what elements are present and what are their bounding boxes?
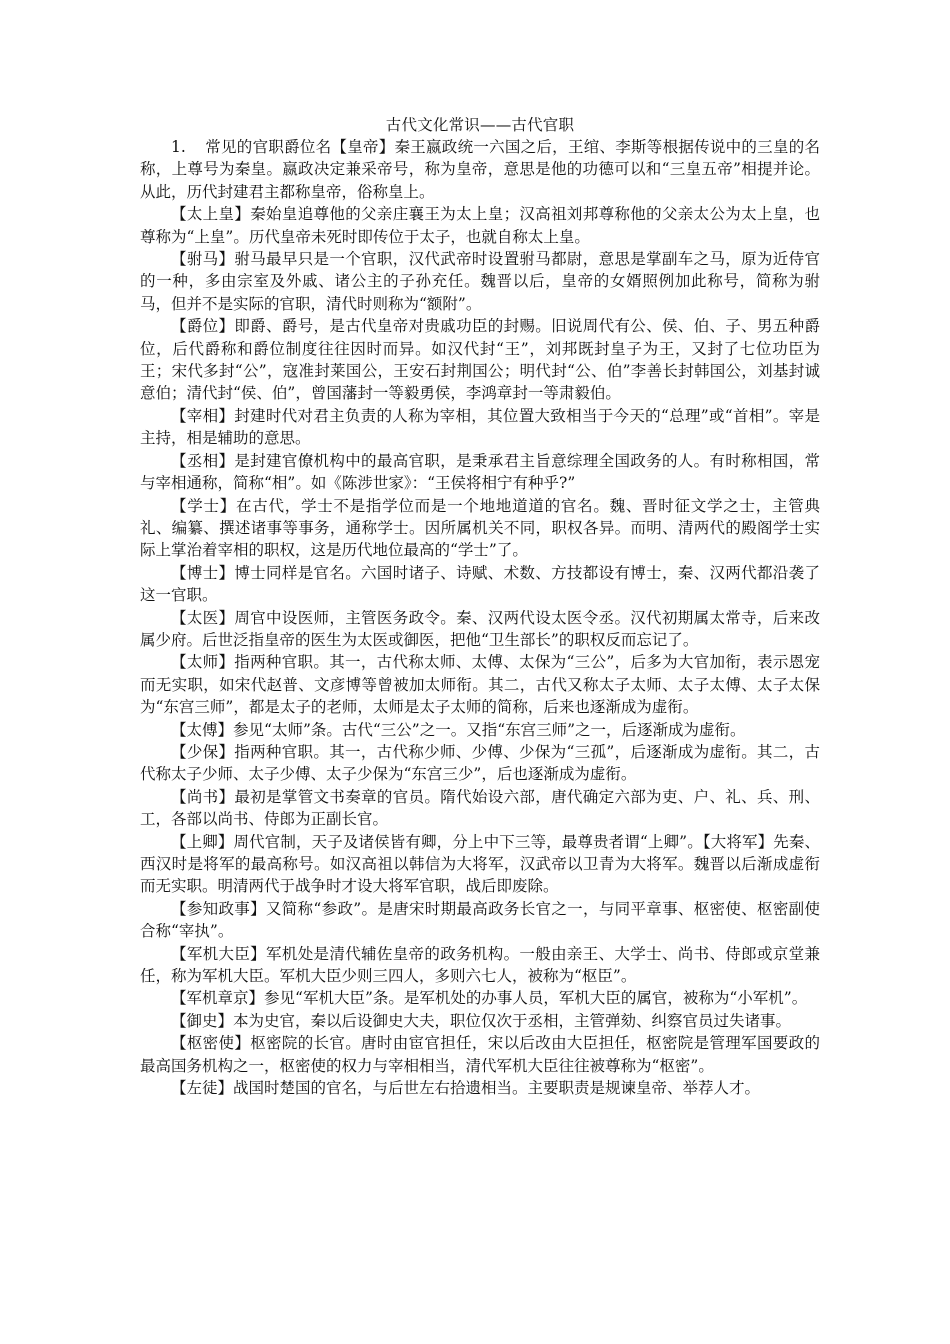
entry-term: 【太傅】 (171, 720, 234, 739)
entry-term: 【太医】 (171, 608, 235, 627)
entry-text: 博士同样是官名。六国时诸子、诗赋、术数、方技都设有博士，秦、汉两代都沿袭了这一官职。 (140, 563, 820, 605)
paragraph (140, 1010, 820, 1032)
entry-term: 【尚书】 (171, 787, 235, 806)
paragraph (140, 943, 820, 988)
paragraph (140, 203, 820, 248)
entry-term: 【爵位】 (171, 317, 235, 336)
paragraph (140, 719, 820, 741)
entry-term: 【博士】 (171, 563, 235, 582)
entry-text: 是封建官僚机构中的最高官职，是秉承君主旨意综理全国政务的人。有时称相国，常与宰相通称，简称“相”。如《陈涉世家》：“王侯将相宁有种乎?” (140, 451, 820, 493)
paragraph (140, 248, 820, 315)
entry-text: 又简称“参政”。是唐宋时期最高政务长官之一，与同平章事、枢密使、枢密副使合称“宰执”。 (140, 899, 820, 941)
entry-text: 指两种官职。其一，古代称太师、太傅、太保为“三公”，后多为大官加衔，表示恩宠而无实职，如宋代赵普、文彦博等曾被加太师衔。其二，古代又称太子太师、太子太傅、太子太保为“东宫三师”，都是太子的老师，太师是太子太师的简称，后来也逐渐成为虚衔。 (140, 653, 820, 717)
entry-text: 周代官制，天子及诸侯皆有卿，分上中下三等，最尊贵者谓“上卿”。【大将军】先秦、西汉时是将军的最高称号。如汉高祖以韩信为大将军，汉武帝以卫青为大将军。魏晋以后渐成虚衔而无实职。明清两代于战争时才设大将军官职，战后即废除。 (140, 832, 820, 896)
entry-term: 【少保】 (171, 742, 235, 761)
paragraph (140, 315, 820, 405)
paragraph (140, 562, 820, 607)
entry-term: 【太上皇】 (171, 205, 251, 224)
document-body (140, 136, 820, 1099)
entry-text: 驸马最早只是一个官职，汉代武帝时设置驸马都尉，意思是掌副车之马，原为近侍官的一种，多由宗室及外戚、诸公主的子孙充任。魏晋以后，皇帝的女婿照例加此称号，简称为驸马，但并不是实际的官职，清代时则称为“额附”。 (140, 250, 820, 313)
entry-text: 战国时楚国的官名，与后世左右拾遗相当。主要职责是规谏皇帝、举荐人才。 (233, 1079, 761, 1098)
entry-text: 最初是掌管文书奏章的官员。隋代始设六部，唐代确定六部为吏、户、礼、兵、刑、工，各部以尚书、侍郎为正副长官。 (140, 787, 820, 829)
entry-term: 【宰相】 (171, 406, 235, 425)
entry-text: 指两种官职。其一，古代称少师、少傅、少保为“三孤”，后逐渐成为虚衔。其二，古代称太子少师、太子少傅、太子少保为“东宫三少”，后也逐渐成为虚衔。 (140, 742, 820, 784)
entry-term: 【左徒】 (171, 1079, 234, 1098)
entry-term: 【参知政事】 (171, 899, 266, 918)
paragraph (140, 450, 820, 495)
entry-term: 【驸马】 (171, 250, 235, 269)
paragraph (140, 786, 820, 831)
entry-term: 【太师】 (171, 653, 235, 672)
paragraph (140, 607, 820, 652)
paragraph (140, 495, 820, 562)
section-number: 1. (171, 138, 186, 156)
entry-term: 【枢密使】 (171, 1034, 251, 1053)
entry-text: 封建时代对君主负责的人称为宰相，其位置大致相当于今天的“总理”或“首相”。宰是主持，相是辅助的意思。 (140, 406, 820, 448)
entry-term: 【丞相】 (171, 451, 235, 470)
entry-text: 即爵、爵号，是古代皇帝对贵戚功臣的封赐。旧说周代有公、侯、伯、子、男五种爵位，后代爵称和爵位制度往往因时而异。如汉代封“王”，刘邦既封皇子为王，又封了七位功臣为王；宋代多封“公”，寇准封莱国公，王安石封荆国公；明代封“公、伯”李善长封韩国公，刘基封诚意伯；清代封“侯、伯”，曾国藩封一等毅勇侯，李鸿章封一等肃毅伯。 (140, 317, 820, 403)
entry-term: 【军机大臣】 (171, 944, 267, 963)
document-title: 古代文化常识——古代官职 (385, 116, 575, 134)
paragraph (140, 405, 820, 450)
paragraph (140, 651, 820, 718)
paragraph (140, 831, 820, 898)
paragraph (140, 1077, 820, 1099)
entry-text: 秦始皇追尊他的父亲庄襄王为太上皇；汉高祖刘邦尊称他的父亲太公为太上皇，也尊称为“上皇”。历代皇帝未死时即传位于太子，也就自称太上皇。 (140, 205, 820, 246)
entry-term: 【学士】 (171, 496, 236, 515)
paragraph (140, 987, 820, 1009)
entry-term: 【上卿】 (171, 832, 234, 851)
entry-text: 常见的官职爵位名【皇帝】秦王嬴政统一六国之后，王绾、李斯等根据传说中的三皇的名称，上尊号为秦皇。嬴政决定兼采帝号，称为皇帝，意思是他的功德可以和“三皇五帝”相提并论。从此，历代封建君主都称皇帝，俗称皇上。 (140, 138, 820, 201)
entry-text: 参见“军机大臣”条。是军机处的办事人员，军机大臣的属官，被称为“小军机”。 (264, 989, 808, 1008)
entry-term: 【军机章京】 (171, 989, 265, 1008)
document-page (140, 114, 820, 1099)
paragraph (140, 136, 820, 203)
paragraph (140, 1032, 820, 1077)
entry-text: 本为史官，秦以后设御史大夫，职位仅次于丞相，主管弹劾、纠察官员过失诸事。 (233, 1011, 792, 1030)
entry-term: 【御史】 (171, 1011, 234, 1030)
entry-text: 周官中设医师，主管医务政令。秦、汉两代设太医令丞。汉代初期属太常寺，后来改属少府。后世泛指皇帝的医生为太医或御医，把他“卫生部长”的职权反而忘记了。 (140, 608, 820, 649)
entry-text: 枢密院的长官。唐时由宦官担任，宋以后改由大臣担任，枢密院是管理军国要政的最高国务机构之一，枢密使的权力与宰相相当，清代军机大臣往往被尊称为“枢密”。 (140, 1034, 820, 1075)
entry-text: 在古代，学士不是指学位而是一个地地道道的官名。魏、晋时征文学之士，主管典礼、编纂、撰述诸事等事务，通称学士。因所属机关不同，职权各异。而明、清两代的殿阁学士实际上掌治着宰相的职权，这是历代地位最高的“学士”了。 (140, 496, 820, 560)
entry-text: 参见“太师”条。古代“三公”之一。又指“东宫三师”之一，后逐渐成为虚衔。 (233, 720, 746, 739)
paragraph (140, 741, 820, 786)
entry-text: 军机处是清代辅佐皇帝的政务机构。一般由亲王、大学士、尚书、侍郎或京堂兼任，称为军机大臣。军机大臣少则三四人，多则六七人，被称为“枢臣”。 (140, 944, 820, 986)
paragraph (140, 898, 820, 943)
